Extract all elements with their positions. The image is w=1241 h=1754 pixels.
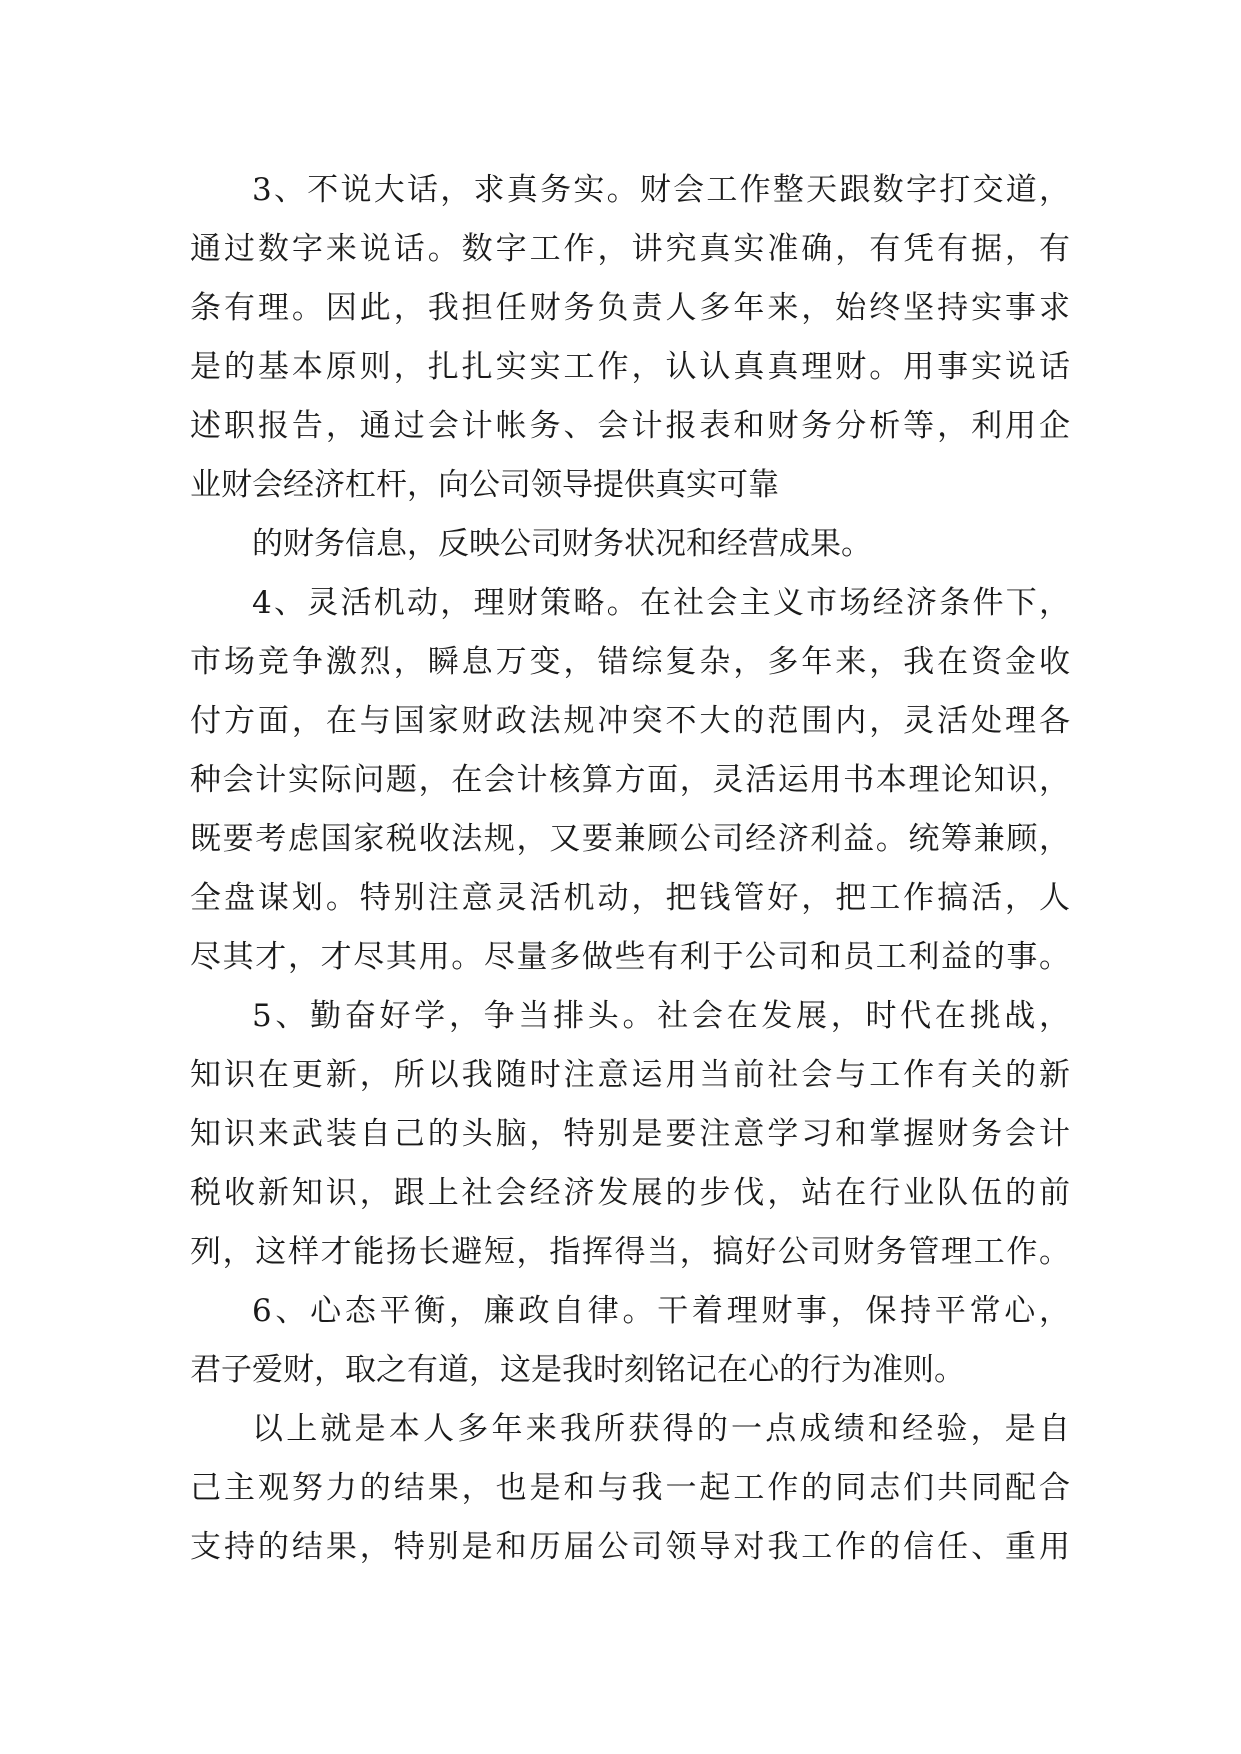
paragraph-line: 4、灵活机动，理财策略。在社会主义市场经济条件下， [252,585,1070,621]
paragraph-line: 是的基本原则，扎扎实实工作，认认真真理财。用事实说话 [190,349,1070,385]
paragraph-line: 支持的结果，特别是和历届公司领导对我工作的信任、重用 [190,1529,1070,1565]
paragraph-line: 市场竞争激烈，瞬息万变，错综复杂，多年来，我在资金收 [190,644,1070,680]
paragraph-line: 知识在更新，所以我随时注意运用当前社会与工作有关的新 [190,1057,1070,1093]
paragraph-line: 5、勤奋好学，争当排头。社会在发展，时代在挑战， [252,998,1070,1034]
paragraph-line: 的财务信息，反映公司财务状况和经营成果。 [252,526,872,562]
paragraph-line: 种会计实际问题，在会计核算方面，灵活运用书本理论知识， [190,762,1070,798]
paragraph-line: 列，这样才能扬长避短，指挥得当，搞好公司财务管理工作。 [190,1234,1070,1270]
paragraph-line: 业财会经济杠杆，向公司领导提供真实可靠 [190,467,779,503]
paragraph-line: 既要考虑国家税收法规，又要兼顾公司经济利益。统筹兼顾， [190,821,1070,857]
paragraph-line: 付方面，在与国家财政法规冲突不大的范围内，灵活处理各 [190,703,1070,739]
document-body [190,161,1070,1577]
paragraph-line: 条有理。因此，我担任财务负责人多年来，始终坚持实事求 [190,290,1070,326]
paragraph-line: 以上就是本人多年来我所获得的一点成绩和经验，是自 [252,1411,1070,1447]
paragraph-line: 君子爱财，取之有道，这是我时刻铭记在心的行为准则。 [190,1352,965,1388]
paragraph-line: 己主观努力的结果，也是和与我一起工作的同志们共同配合 [190,1470,1070,1506]
paragraph-line: 尽其才，才尽其用。尽量多做些有利于公司和员工利益的事。 [190,939,1070,975]
paragraph-line: 6、心态平衡，廉政自律。干着理财事，保持平常心， [252,1293,1070,1329]
paragraph-line: 全盘谋划。特别注意灵活机动，把钱管好，把工作搞活，人 [190,880,1070,916]
paragraph-line: 3、不说大话，求真务实。财会工作整天跟数字打交道， [252,172,1070,208]
paragraph-line: 述职报告，通过会计帐务、会计报表和财务分析等，利用企 [190,408,1070,444]
paragraph-line: 税收新知识，跟上社会经济发展的步伐，站在行业队伍的前 [190,1175,1070,1211]
paragraph-line: 通过数字来说话。数字工作，讲究真实准确，有凭有据，有 [190,231,1070,267]
paragraph-line: 知识来武装自己的头脑，特别是要注意学习和掌握财务会计 [190,1116,1070,1152]
